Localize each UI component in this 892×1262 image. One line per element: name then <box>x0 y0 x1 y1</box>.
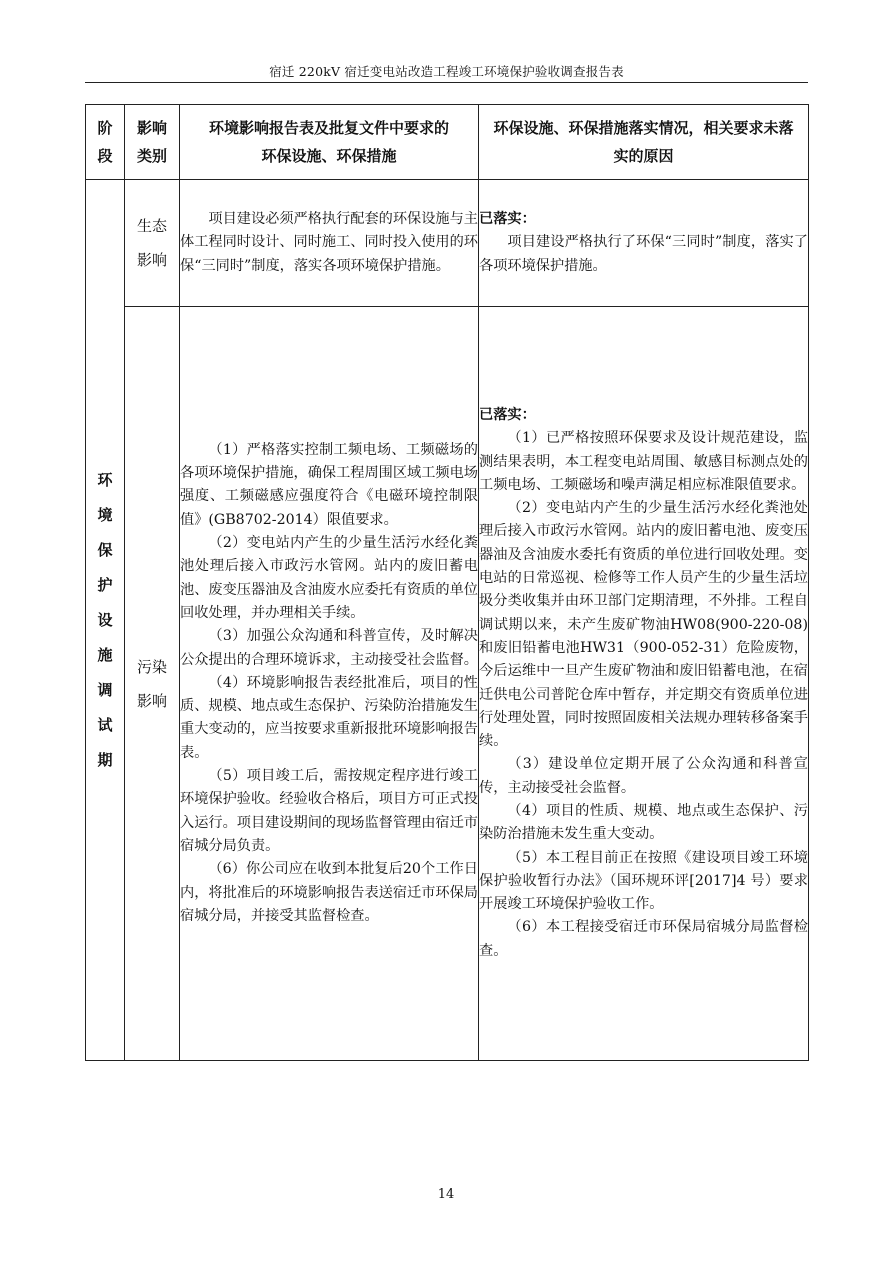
implementation-paragraph: （2）变电站内产生的少量生活污水经化粪池处理后接入市政污水管网。站内的废旧蓄电池、废变压器油及含油废水委托有资质的单位进行回收处理。变电站的日常巡视、检修等工作人员产生的少量生活垃圾分类收集并由环卫部门定期清理，不外排。工程自调试期以来，未产生废矿物油HW08(900-220-08)和废旧铅蓄电池HW31（900-052-31）危险废物，今后运维中一旦产生废矿物油和废旧铅蓄电池，在宿迁供电公司普陀仓库中暂存，并定期交有资质单位进行处理处置，同时按照固废相关法规办理转移备案手续。 <box>479 500 808 750</box>
status-label: 已落实： <box>479 406 536 423</box>
implementation-paragraph: （3）建设单位定期开展了公众沟通和科普宣传，主动接受社会监督。 <box>479 756 808 796</box>
category-line1: 生态 <box>136 217 167 235</box>
requirement-paragraph: （3）加强公众沟通和科普宣传，及时解决公众提出的合理环境诉求，主动接受社会监督。 <box>180 628 478 668</box>
stage-char: 设 <box>97 610 113 629</box>
header-requirements <box>180 105 479 180</box>
implementation-cell-ecology <box>479 180 809 307</box>
header-implementation-line2: 实的原因 <box>613 147 674 165</box>
implementation-paragraph: 项目建设严格执行了环保“三同时”制度，落实了各项环境保护措施。 <box>479 234 808 274</box>
stage-char: 施 <box>97 645 113 664</box>
requirements-cell-ecology <box>180 180 479 307</box>
requirement-paragraph: （6）你公司应在收到本批复后20个工作日内，将批准后的环境影响报告表送宿迁市环保局宿城分局，并接受其监督检查。 <box>180 861 478 924</box>
stage-char: 保 <box>97 540 113 559</box>
implementation-paragraph: （4）项目的性质、规模、地点或生态保护、污染防治措施未发生重大变动。 <box>479 802 808 843</box>
category-cell-pollution <box>125 307 180 1061</box>
header-stage-line2: 段 <box>97 147 113 165</box>
stage-char: 调 <box>97 680 113 699</box>
requirement-paragraph: （5）项目竣工后，需按规定程序进行竣工环境保护验收。经验收合格后，项目方可正式投入运行。项目建设期间的现场监督管理由宿迁市宿城分局负责。 <box>180 768 478 854</box>
header-requirements-line1: 环境影响报告表及批复文件中要求的 <box>208 119 449 137</box>
table-row-ecology <box>86 180 809 307</box>
stage-label <box>86 463 124 778</box>
implementation-paragraph: （1）已严格按照环保要求及设计规范建设，监测结果表明，本工程变电站周围、敏感目标测点处的工频电场、工频磁场和噪声满足相应标准限值要求。 <box>479 430 808 493</box>
header-category-line1: 影响 <box>136 119 167 137</box>
status-label: 已落实： <box>479 211 536 228</box>
header-category <box>125 105 180 180</box>
requirements-cell-pollution <box>180 307 479 1061</box>
table-header-row <box>86 105 809 180</box>
header-requirements-line2: 环保设施、环保措施 <box>261 147 397 165</box>
stage-char: 期 <box>97 750 113 769</box>
requirement-paragraph: （1）严格落实控制工频电场、工频磁场的各项环境保护措施，确保工程周围区域工频电场强度、工频磁感应强度符合《电磁环境控制限值》(GB8702-2014）限值要求。 <box>180 441 478 528</box>
category-line2: 影响 <box>136 251 167 269</box>
measures-table <box>85 104 809 1061</box>
requirement-paragraph: （2）变电站内产生的少量生活污水经化粪池处理后接入市政污水管网。站内的废旧蓄电池、废变压器油及含油废水应委托有资质的单位回收处理，并办理相关手续。 <box>180 535 478 621</box>
stage-char: 试 <box>97 715 113 734</box>
header-rule <box>85 82 808 83</box>
header-stage <box>86 105 125 180</box>
table-row-pollution <box>86 307 809 1061</box>
implementation-paragraph: （6）本工程接受宿迁市环保局宿城分局监督检查。 <box>479 919 808 959</box>
stage-char: 境 <box>97 505 113 524</box>
header-implementation <box>479 105 809 180</box>
header-implementation-line1: 环保设施、环保措施落实情况，相关要求未落 <box>493 119 794 137</box>
category-cell-ecology <box>125 180 180 307</box>
header-category-line2: 类别 <box>136 147 167 165</box>
page-number: 14 <box>437 1187 455 1202</box>
stage-char: 护 <box>97 575 113 594</box>
document-header: 宿迁 220kV 宿迁变电站改造工程竣工环境保护验收调查报告表 <box>269 64 624 79</box>
requirement-paragraph: 项目建设必须严格执行配套的环保设施与主体工程同时设计、同时施工、同时投入使用的环保“三同时”制度，落实各项环境保护措施。 <box>180 211 478 274</box>
category-line1: 污染 <box>136 657 167 676</box>
implementation-cell-pollution <box>479 307 809 1061</box>
category-line2: 影响 <box>136 691 167 710</box>
implementation-paragraph: （5）本工程目前正在按照《建设项目竣工环境保护验收暂行办法》（国环规环评[2017]4 号）要求开展竣工环境保护验收工作。 <box>479 849 808 913</box>
requirement-paragraph: （4）环境影响报告表经批准后，项目的性质、规模、地点或生态保护、污染防治措施发生重大变动的，应当按要求重新报批环境影响报告表。 <box>180 674 478 761</box>
header-stage-line1: 阶 <box>97 119 113 137</box>
stage-cell <box>86 180 125 1061</box>
stage-char: 环 <box>97 470 113 489</box>
